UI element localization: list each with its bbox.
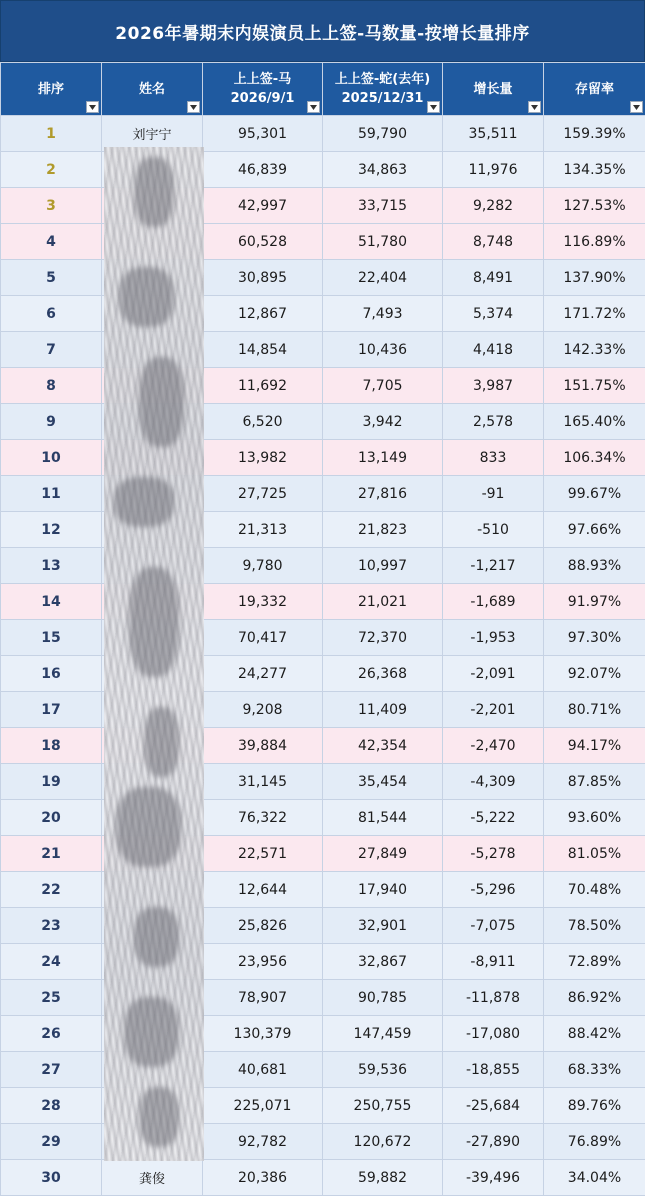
cell-rank[interactable]: 10 [1,440,102,476]
table-row [1,800,645,836]
dropdown-arrow-icon[interactable] [187,101,200,113]
cell-rank[interactable]: 29 [1,1124,102,1160]
header-label: 排序 [37,81,64,97]
cell-growth[interactable]: 4,418 [443,332,544,368]
cell-snake[interactable]: 7,705 [323,368,443,404]
cell-rank[interactable]: 21 [1,836,102,872]
cell-growth[interactable]: -27,890 [443,1124,544,1160]
table-row [1,1016,645,1052]
cell-growth[interactable]: 5,374 [443,296,544,332]
column-header-name [102,63,203,116]
cell-name[interactable] [102,332,203,368]
cell-horse[interactable]: 20,386 [203,1160,323,1196]
header-label: 上上签-蛇(去年) [334,72,431,87]
header-date-label: 2026/9/1 [230,91,295,106]
cell-rank[interactable]: 22 [1,872,102,908]
cell-growth[interactable]: 833 [443,440,544,476]
table-row [1,836,645,872]
cell-retention[interactable]: 91.97% [544,584,645,620]
cell-snake[interactable]: 7,493 [323,296,443,332]
cell-name[interactable] [102,188,203,224]
table-row [1,908,645,944]
cell-horse[interactable]: 12,867 [203,296,323,332]
actor-name: 龚俊 [138,1172,165,1187]
cell-retention[interactable]: 72.89% [544,944,645,980]
cell-horse[interactable]: 30,895 [203,260,323,296]
table-row [1,944,645,980]
cell-snake[interactable]: 10,997 [323,548,443,584]
cell-rank[interactable]: 25 [1,980,102,1016]
actor-name: 刘宇宁 [132,128,172,143]
cell-snake[interactable]: 72,370 [323,620,443,656]
cell-retention[interactable]: 87.85% [544,764,645,800]
cell-growth[interactable]: -2,201 [443,692,544,728]
cell-name[interactable] [102,1124,203,1160]
cell-snake[interactable]: 26,368 [323,656,443,692]
cell-rank[interactable]: 12 [1,512,102,548]
cell-snake[interactable]: 250,755 [323,1088,443,1124]
header-label: 增长量 [473,81,513,97]
cell-growth[interactable]: -17,080 [443,1016,544,1052]
cell-retention[interactable]: 134.35% [544,152,645,188]
cell-name[interactable] [102,512,203,548]
cell-horse[interactable]: 11,692 [203,368,323,404]
cell-horse[interactable]: 22,571 [203,836,323,872]
cell-horse[interactable]: 25,826 [203,908,323,944]
cell-growth[interactable]: -2,470 [443,728,544,764]
cell-retention[interactable]: 99.67% [544,476,645,512]
cell-name[interactable] [102,260,203,296]
cell-name[interactable] [102,368,203,404]
cell-horse[interactable]: 40,681 [203,1052,323,1088]
cell-name[interactable] [102,584,203,620]
cell-rank[interactable]: 27 [1,1052,102,1088]
cell-rank[interactable]: 5 [1,260,102,296]
cell-snake[interactable]: 10,436 [323,332,443,368]
cell-growth[interactable]: -39,496 [443,1160,544,1196]
cell-name[interactable] [102,728,203,764]
cell-horse[interactable]: 92,782 [203,1124,323,1160]
cell-retention[interactable]: 92.07% [544,656,645,692]
cell-rank[interactable]: 30 [1,1160,102,1196]
table-row [1,116,645,152]
cell-name[interactable] [102,872,203,908]
cell-rank[interactable]: 23 [1,908,102,944]
table-row [1,404,645,440]
cell-growth[interactable]: -1,217 [443,548,544,584]
cell-name[interactable] [102,692,203,728]
sheet-title: 2026年暑期末内娱演员上上签-马数量-按增长量排序 [0,0,645,62]
cell-name[interactable] [102,296,203,332]
cell-horse[interactable]: 39,884 [203,728,323,764]
cell-retention[interactable]: 97.66% [544,512,645,548]
cell-growth[interactable]: 2,578 [443,404,544,440]
cell-name[interactable] [102,944,203,980]
cell-growth[interactable]: 35,511 [443,116,544,152]
cell-retention[interactable]: 86.92% [544,980,645,1016]
cell-retention[interactable]: 142.33% [544,332,645,368]
column-header-snake-count [323,63,443,116]
cell-snake[interactable]: 59,882 [323,1160,443,1196]
cell-growth[interactable]: -1,689 [443,584,544,620]
cell-rank[interactable]: 17 [1,692,102,728]
cell-name[interactable] [102,152,203,188]
table-row [1,368,645,404]
cell-rank[interactable]: 28 [1,1088,102,1124]
cell-retention[interactable]: 165.40% [544,404,645,440]
header-label: 上上签-马 [233,72,292,87]
table-row [1,224,645,260]
ranking-table [0,62,645,1196]
dropdown-arrow-icon[interactable] [528,101,541,113]
table-row [1,1160,645,1196]
cell-snake[interactable]: 27,816 [323,476,443,512]
cell-snake[interactable]: 17,940 [323,872,443,908]
table-row [1,152,645,188]
table-row [1,476,645,512]
cell-growth[interactable]: -4,309 [443,764,544,800]
cell-retention[interactable]: 93.60% [544,800,645,836]
cell-growth[interactable]: 9,282 [443,188,544,224]
column-header-retention [544,63,645,116]
cell-horse[interactable]: 23,956 [203,944,323,980]
dropdown-arrow-icon[interactable] [86,101,99,113]
table-row [1,1052,645,1088]
table-row [1,1088,645,1124]
cell-rank[interactable]: 9 [1,404,102,440]
cell-rank[interactable]: 4 [1,224,102,260]
column-header-growth [443,63,544,116]
cell-horse[interactable]: 24,277 [203,656,323,692]
cell-snake[interactable]: 42,354 [323,728,443,764]
cell-retention[interactable]: 159.39% [544,116,645,152]
cell-rank[interactable]: 3 [1,188,102,224]
cell-retention[interactable]: 68.33% [544,1052,645,1088]
cell-name[interactable] [102,224,203,260]
cell-retention[interactable]: 97.30% [544,620,645,656]
cell-snake[interactable]: 59,790 [323,116,443,152]
cell-rank[interactable]: 18 [1,728,102,764]
cell-name[interactable] [102,548,203,584]
cell-name[interactable] [102,980,203,1016]
cell-snake[interactable]: 3,942 [323,404,443,440]
cell-snake[interactable]: 81,544 [323,800,443,836]
cell-horse[interactable]: 130,379 [203,1016,323,1052]
cell-retention[interactable]: 81.05% [544,836,645,872]
cell-horse[interactable]: 31,145 [203,764,323,800]
table-row [1,764,645,800]
table-row [1,620,645,656]
cell-growth[interactable]: -18,855 [443,1052,544,1088]
cell-snake[interactable]: 35,454 [323,764,443,800]
cell-rank[interactable]: 6 [1,296,102,332]
cell-growth[interactable]: 8,748 [443,224,544,260]
cell-growth[interactable]: -25,684 [443,1088,544,1124]
cell-snake[interactable]: 120,672 [323,1124,443,1160]
cell-retention[interactable]: 80.71% [544,692,645,728]
cell-retention[interactable]: 78.50% [544,908,645,944]
cell-snake[interactable]: 90,785 [323,980,443,1016]
header-label: 存留率 [574,81,614,97]
cell-name[interactable] [102,620,203,656]
cell-snake[interactable]: 27,849 [323,836,443,872]
cell-snake[interactable]: 22,404 [323,260,443,296]
cell-horse[interactable]: 76,322 [203,800,323,836]
cell-growth[interactable]: -7,075 [443,908,544,944]
table-row [1,1124,645,1160]
cell-retention[interactable]: 88.93% [544,548,645,584]
cell-horse[interactable]: 19,332 [203,584,323,620]
table-row [1,980,645,1016]
cell-name[interactable] [102,1160,203,1196]
cell-snake[interactable]: 21,823 [323,512,443,548]
cell-horse[interactable]: 27,725 [203,476,323,512]
cell-retention[interactable]: 88.42% [544,1016,645,1052]
cell-retention[interactable]: 94.17% [544,728,645,764]
cell-name[interactable] [102,440,203,476]
cell-horse[interactable]: 60,528 [203,224,323,260]
cell-rank[interactable]: 19 [1,764,102,800]
table-row [1,332,645,368]
table-row [1,440,645,476]
cell-horse[interactable]: 78,907 [203,980,323,1016]
cell-rank[interactable]: 24 [1,944,102,980]
cell-horse[interactable]: 9,208 [203,692,323,728]
cell-rank[interactable]: 7 [1,332,102,368]
cell-growth[interactable]: 8,491 [443,260,544,296]
cell-growth[interactable]: -5,296 [443,872,544,908]
cell-growth[interactable]: 3,987 [443,368,544,404]
cell-growth[interactable]: 11,976 [443,152,544,188]
dropdown-arrow-icon[interactable] [630,101,643,113]
cell-growth[interactable]: -8,911 [443,944,544,980]
cell-horse[interactable]: 9,780 [203,548,323,584]
cell-name[interactable] [102,1016,203,1052]
header-row [1,63,645,116]
cell-horse[interactable]: 70,417 [203,620,323,656]
cell-name[interactable] [102,656,203,692]
cell-snake[interactable]: 21,021 [323,584,443,620]
cell-rank[interactable]: 13 [1,548,102,584]
cell-snake[interactable]: 33,715 [323,188,443,224]
cell-name[interactable] [102,836,203,872]
cell-retention[interactable]: 137.90% [544,260,645,296]
table-row [1,584,645,620]
cell-retention[interactable]: 34.04% [544,1160,645,1196]
header-date-label: 2025/12/31 [341,91,424,106]
cell-rank[interactable]: 11 [1,476,102,512]
cell-growth[interactable]: -91 [443,476,544,512]
cell-snake[interactable]: 51,780 [323,224,443,260]
cell-growth[interactable]: -1,953 [443,620,544,656]
cell-rank[interactable]: 16 [1,656,102,692]
cell-name[interactable] [102,404,203,440]
cell-growth[interactable]: -510 [443,512,544,548]
cell-name[interactable] [102,1088,203,1124]
table-row [1,188,645,224]
table-row [1,548,645,584]
cell-snake[interactable]: 34,863 [323,152,443,188]
cell-snake[interactable]: 59,536 [323,1052,443,1088]
cell-retention[interactable]: 106.34% [544,440,645,476]
cell-name[interactable] [102,1052,203,1088]
cell-horse[interactable]: 95,301 [203,116,323,152]
cell-name[interactable] [102,800,203,836]
header-label: 姓名 [138,81,165,97]
cell-horse[interactable]: 6,520 [203,404,323,440]
table-row [1,692,645,728]
cell-rank[interactable]: 15 [1,620,102,656]
cell-snake[interactable]: 32,901 [323,908,443,944]
table-row [1,728,645,764]
cell-snake[interactable]: 147,459 [323,1016,443,1052]
cell-horse[interactable]: 21,313 [203,512,323,548]
cell-rank[interactable]: 8 [1,368,102,404]
cell-snake[interactable]: 32,867 [323,944,443,980]
cell-horse[interactable]: 42,997 [203,188,323,224]
cell-horse[interactable]: 225,071 [203,1088,323,1124]
cell-retention[interactable]: 116.89% [544,224,645,260]
cell-growth[interactable]: -5,222 [443,800,544,836]
cell-snake[interactable]: 11,409 [323,692,443,728]
table-row [1,656,645,692]
cell-horse[interactable]: 12,644 [203,872,323,908]
cell-retention[interactable]: 76.89% [544,1124,645,1160]
table-row [1,260,645,296]
cell-horse[interactable]: 13,982 [203,440,323,476]
column-header-rank [1,63,102,116]
cell-retention[interactable]: 70.48% [544,872,645,908]
cell-retention[interactable]: 171.72% [544,296,645,332]
cell-rank[interactable]: 2 [1,152,102,188]
table-body [1,116,645,1196]
cell-rank[interactable]: 26 [1,1016,102,1052]
table-row [1,296,645,332]
cell-rank[interactable]: 20 [1,800,102,836]
cell-retention[interactable]: 151.75% [544,368,645,404]
dropdown-arrow-icon[interactable] [307,101,320,113]
dropdown-arrow-icon[interactable] [427,101,440,113]
cell-retention[interactable]: 127.53% [544,188,645,224]
column-header-horse-count [203,63,323,116]
table-row [1,512,645,548]
cell-growth[interactable]: -11,878 [443,980,544,1016]
cell-rank[interactable]: 1 [1,116,102,152]
cell-rank[interactable]: 14 [1,584,102,620]
cell-name[interactable] [102,116,203,152]
cell-snake[interactable]: 13,149 [323,440,443,476]
cell-growth[interactable]: -2,091 [443,656,544,692]
cell-name[interactable] [102,908,203,944]
cell-horse[interactable]: 46,839 [203,152,323,188]
cell-name[interactable] [102,476,203,512]
cell-horse[interactable]: 14,854 [203,332,323,368]
cell-growth[interactable]: -5,278 [443,836,544,872]
cell-name[interactable] [102,764,203,800]
cell-retention[interactable]: 89.76% [544,1088,645,1124]
table-row [1,872,645,908]
